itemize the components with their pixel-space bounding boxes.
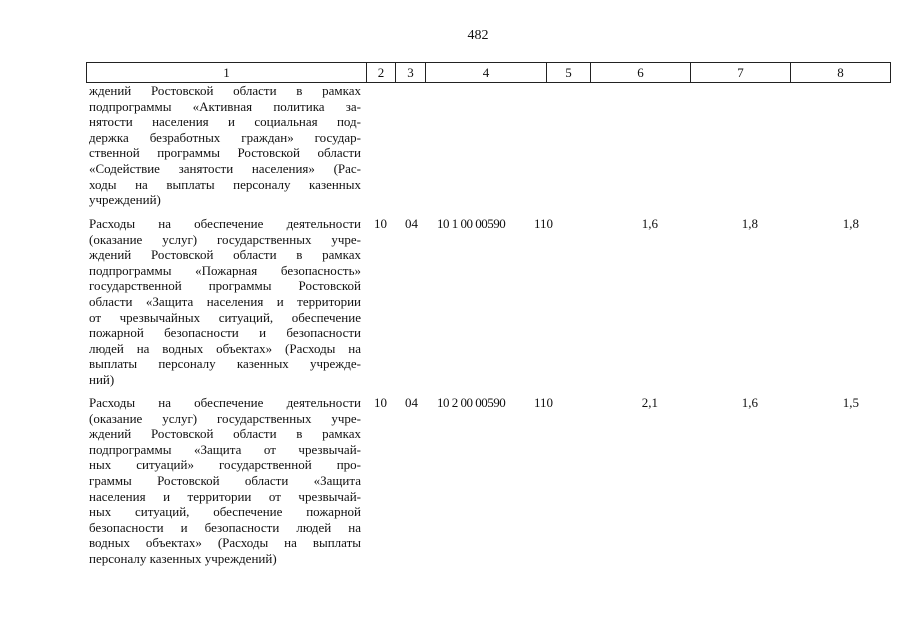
- row-description: [89, 216, 361, 388]
- description-line: персоналу казенных учреждений): [89, 550, 277, 566]
- description-line: выплаты персоналу казенных учрежде-: [89, 356, 361, 372]
- description-line: области «Защита населения и территории: [89, 293, 361, 309]
- description-line: ных ситуаций, обеспечение пожарной: [89, 504, 361, 520]
- amount-col-8: 1,8: [842, 216, 859, 231]
- description-line: граммы Ростовской области «Защита: [89, 472, 361, 488]
- description-line: подпрограммы «Активная политика за-: [89, 98, 361, 114]
- expense-type-code: 110: [534, 395, 554, 410]
- amount-col-8: 1,5: [842, 395, 859, 410]
- description-line: Расходы на обеспечение деятельности: [89, 395, 361, 410]
- description-line: от чрезвычайных ситуаций, обеспечение: [89, 309, 361, 325]
- description-line: Расходы на обеспечение деятельности: [89, 216, 361, 231]
- description-line: ждений Ростовской области в рамках: [89, 426, 361, 442]
- section-code: 10: [374, 395, 387, 410]
- amount-col-7: 1,8: [741, 216, 758, 231]
- row-description: [89, 83, 361, 208]
- description-line: ных ситуаций» государственной про-: [89, 457, 361, 473]
- header-col-5: 5: [547, 63, 591, 83]
- description-line: держка безработных граждан» государ-: [89, 129, 361, 145]
- expense-type-code: 110: [534, 216, 554, 231]
- description-line: ходы на выплаты персоналу казенных: [89, 176, 361, 192]
- description-line: ственной программы Ростовской области: [89, 145, 361, 161]
- description-line: (оказание услуг) государственных учре-: [89, 410, 361, 426]
- amount-col-7: 1,6: [741, 395, 758, 410]
- description-line: «Содействие занятости населения» (Рас-: [89, 160, 361, 176]
- description-line: водных объектах» (Расходы на выплаты: [89, 535, 361, 551]
- description-line: учреждений): [89, 192, 161, 208]
- page-number: 482: [467, 28, 489, 43]
- description-line: государственной программы Ростовской: [89, 278, 361, 294]
- description-line: ждений Ростовской области в рамках: [89, 247, 361, 263]
- header-col-7: 7: [691, 63, 791, 83]
- column-number-header: [86, 62, 891, 83]
- description-line: (оказание услуг) государственных учре-: [89, 231, 361, 247]
- row-description: [89, 395, 361, 567]
- description-line: пожарной безопасности и безопасности: [89, 325, 361, 341]
- description-line: населения и территории от чрезвычай-: [89, 488, 361, 504]
- subsection-code: 04: [405, 216, 418, 231]
- header-col-1: 1: [87, 63, 367, 83]
- amount-col-6: 2,1: [641, 395, 658, 410]
- description-line: людей на водных объектах» (Расходы на: [89, 340, 361, 356]
- target-item-code: 10 1 00 00590: [437, 216, 506, 231]
- amount-col-6: 1,6: [641, 216, 658, 231]
- description-line: подпрограммы «Защита от чрезвычай-: [89, 441, 361, 457]
- section-code: 10: [374, 216, 387, 231]
- header-col-8: 8: [791, 63, 891, 83]
- description-line: безопасности и безопасности людей на: [89, 519, 361, 535]
- description-line: ждений Ростовской области в рамках: [89, 83, 361, 98]
- header-col-3: 3: [396, 63, 426, 83]
- header-col-6: 6: [591, 63, 691, 83]
- description-line: нятости населения и социальная под-: [89, 114, 361, 130]
- target-item-code: 10 2 00 00590: [437, 395, 506, 410]
- header-col-4: 4: [426, 63, 547, 83]
- subsection-code: 04: [405, 395, 418, 410]
- description-line: подпрограммы «Пожарная безопасность»: [89, 262, 361, 278]
- description-line: ний): [89, 371, 115, 387]
- header-col-2: 2: [367, 63, 396, 83]
